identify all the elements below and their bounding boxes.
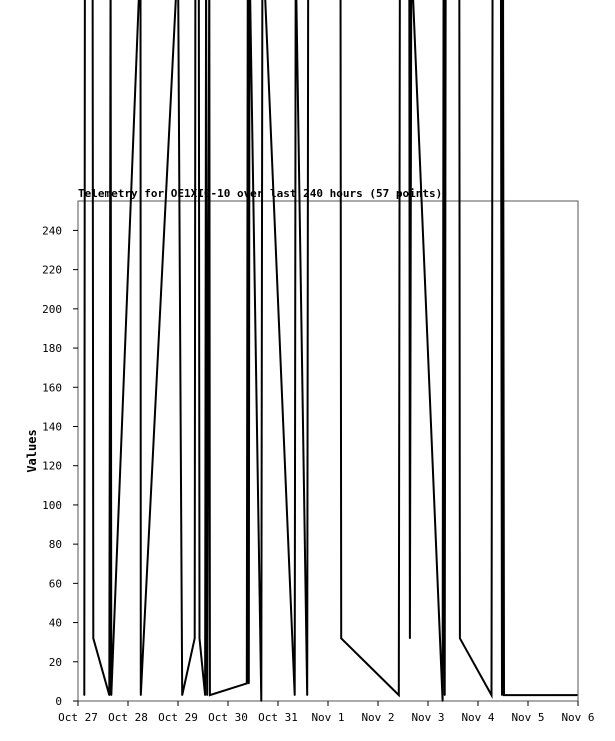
data-point — [93, 638, 95, 640]
y-tick-label: 40 — [48, 616, 62, 630]
y-tick-label: 20 — [48, 655, 62, 669]
data-point — [398, 694, 400, 696]
chart-title: Telemetry for OE1XIG-10 over last 240 hours (57 points) — [78, 187, 443, 200]
y-tick-label: 160 — [42, 381, 62, 395]
x-tick-label: Nov 6 — [561, 711, 595, 724]
y-tick-label: 100 — [42, 498, 62, 512]
data-point — [199, 638, 201, 640]
data-point — [261, 700, 263, 702]
data-point — [306, 694, 308, 696]
data-point — [573, 694, 575, 696]
data-point — [294, 694, 296, 696]
y-tick-label: 60 — [48, 577, 62, 591]
y-tick-label: 240 — [42, 224, 62, 238]
data-point — [409, 638, 411, 640]
data-point — [140, 694, 142, 696]
data-point — [194, 638, 196, 640]
data-point — [206, 694, 208, 696]
data-point — [556, 694, 558, 696]
x-tick-label: Oct 31 — [258, 711, 298, 724]
data-point — [248, 683, 250, 685]
data-point — [503, 694, 505, 696]
data-point — [444, 694, 446, 696]
data-point — [565, 694, 567, 696]
data-point — [209, 694, 211, 696]
data-point — [491, 694, 493, 696]
data-point — [109, 694, 111, 696]
x-tick-label: Oct 27 — [58, 711, 98, 724]
x-tick-label: Nov 4 — [461, 711, 495, 724]
data-point — [459, 638, 461, 640]
x-tick-label: Nov 1 — [311, 711, 345, 724]
y-axis-label: Values — [25, 429, 39, 473]
y-tick-label: 200 — [42, 302, 62, 316]
y-tick-label: 140 — [42, 420, 62, 434]
x-tick-label: Nov 3 — [411, 711, 445, 724]
data-point — [204, 694, 206, 696]
data-point — [552, 694, 554, 696]
data-point — [442, 700, 444, 702]
x-tick-label: Oct 30 — [208, 711, 248, 724]
data-point — [246, 683, 248, 685]
x-tick-label: Oct 29 — [158, 711, 198, 724]
x-tick-label: Nov 2 — [361, 711, 395, 724]
y-tick-label: 120 — [42, 459, 62, 473]
data-point — [576, 694, 578, 696]
data-point — [181, 694, 183, 696]
y-tick-label: 180 — [42, 342, 62, 356]
y-tick-label: 80 — [48, 538, 62, 552]
data-point — [501, 694, 503, 696]
data-point — [84, 694, 86, 696]
x-tick-label: Nov 5 — [511, 711, 545, 724]
y-tick-label: 220 — [42, 263, 62, 277]
data-point — [561, 694, 563, 696]
y-tick-label: 0 — [55, 695, 62, 708]
x-tick-label: Oct 28 — [108, 711, 148, 724]
data-point — [569, 694, 571, 696]
data-point — [111, 694, 113, 696]
data-point — [340, 638, 342, 640]
